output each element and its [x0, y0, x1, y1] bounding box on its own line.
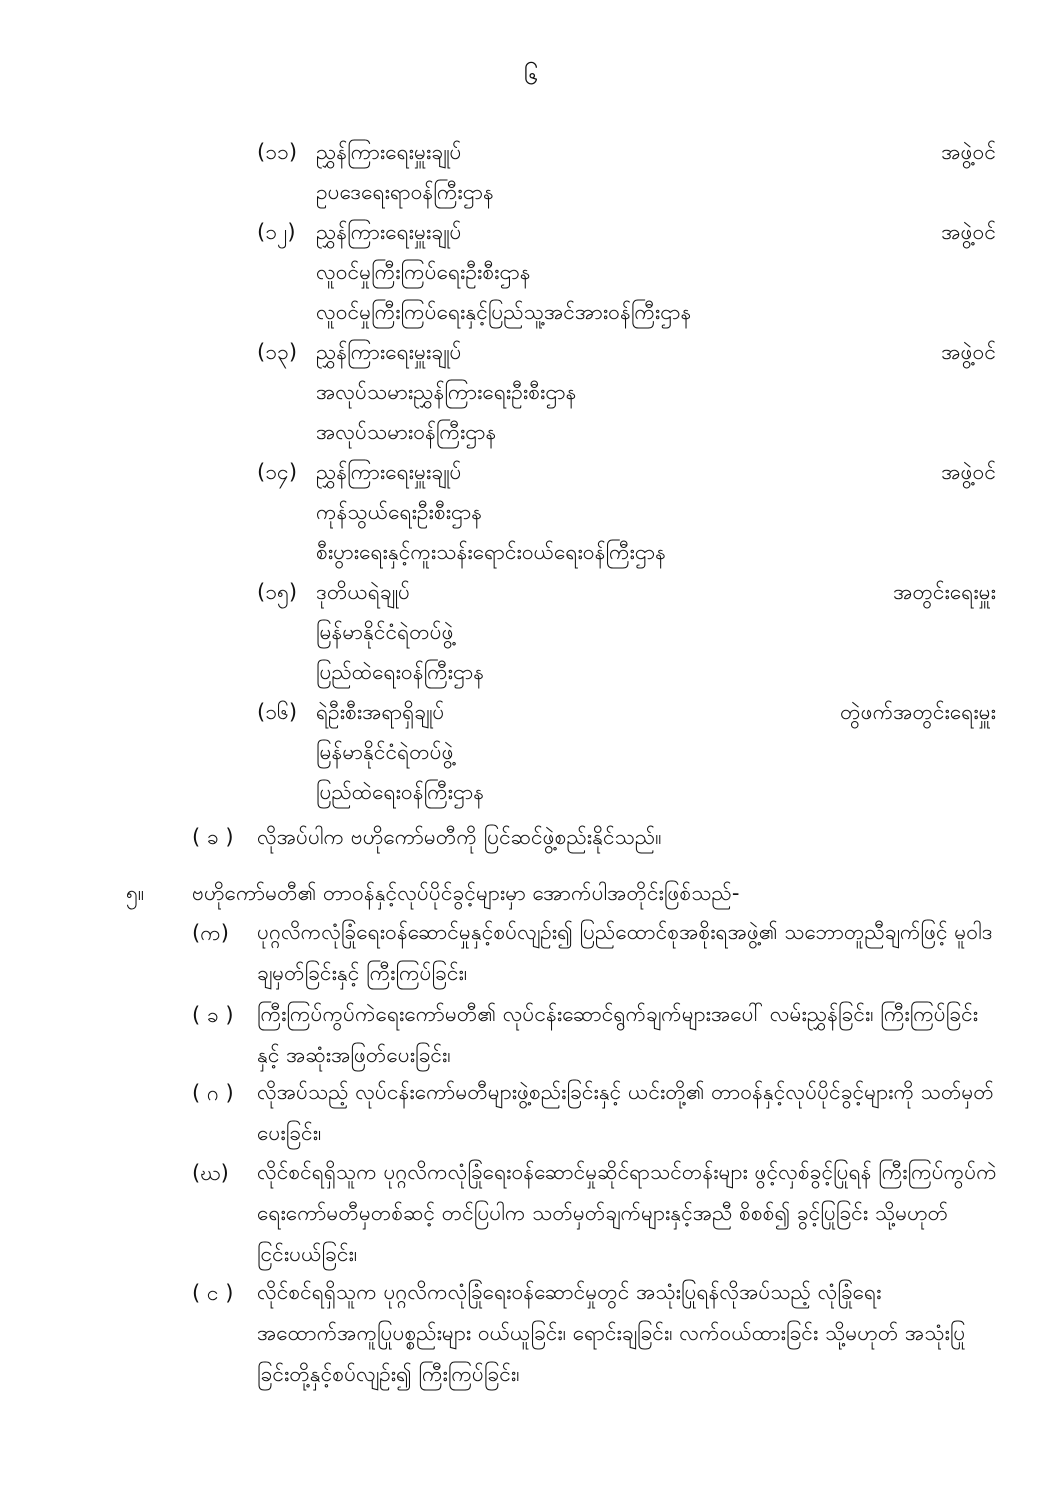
clause-label: ( င ): [192, 1281, 234, 1305]
member-ministry: စီးပွားရေးနှင့်ကူးသန်းရောင်းဝယ်ရေးဝန်ကြီးဌာန: [316, 540, 667, 564]
member-department: အလုပ်သမားညွှန်ကြားရေးဦးစီးဌာန: [316, 380, 577, 404]
clause-text: ပုဂ္ဂလိကလုံခြုံရေးဝန်ဆောင်မှုနှင့်စပ်လျဉ်း၍ ပြည်ထောင်စုအစိုးရအဖွဲ့၏ သဘောတူညီချက်ဖြင့် မူဝါဒချမှတ်ခြင်းနှင့် ကြီးကြပ်ခြင်း၊: [257, 920, 993, 985]
member-role: အဖွဲ့ဝင်: [941, 140, 996, 164]
member-title: ညွှန်ကြားရေးမှူးချုပ်: [316, 460, 462, 484]
member-role: တွဲဖက်အတွင်းရေးမှူး: [840, 700, 996, 724]
member-department: မြန်မာနိုင်ငံရဲတပ်ဖွဲ့: [316, 620, 454, 644]
member-number: (၁၁): [257, 140, 298, 164]
member-number: (၁၆): [257, 700, 298, 724]
member-department: ဥပဒေရေးရာဝန်ကြီးဌာန: [316, 180, 494, 204]
clause-text: ကြီးကြပ်ကွပ်ကဲရေးကော်မတီ၏ လုပ်ငန်းဆောင်ရွက်ချက်များအပေါ် လမ်းညွှန်ခြင်း၊ ကြီးကြပ်ခြင်းနှင့် အဆုံးအဖြတ်ပေးခြင်း၊: [257, 1002, 979, 1067]
member-number: (၁၂): [257, 220, 296, 244]
member-title: ရဲဦးစီးအရာရှိချုပ်: [316, 700, 445, 724]
member-role: အတွင်းရေးမှူး: [893, 580, 996, 604]
member-title: ဒုတိယရဲချုပ်: [316, 580, 410, 604]
member-ministry: လူဝင်မှုကြီးကြပ်ရေးနှင့်ပြည်သူ့အင်အားဝန်ကြီးဌာန: [316, 300, 692, 324]
clause-text: လိုအပ်သည့် လုပ်ငန်းကော်မတီများဖွဲ့စည်းခြင်းနှင့် ယင်းတို့၏ တာဝန်နှင့်လုပ်ပိုင်ခွင့်များကို သတ်မှတ်ပေးခြင်း၊: [257, 1080, 994, 1145]
member-role: အဖွဲ့ဝင်: [941, 460, 996, 484]
member-title: ညွှန်ကြားရေးမှူးချုပ်: [316, 220, 462, 244]
paragraph-label: ( ခ ): [192, 825, 234, 849]
clause-label: ( ခ ): [192, 1003, 234, 1027]
member-department: မြန်မာနိုင်ငံရဲတပ်ဖွဲ့: [316, 740, 454, 764]
member-number: (၁၅): [257, 580, 298, 604]
member-number: (၁၃): [257, 340, 298, 364]
clause-text: လိုင်စင်ရရှိသူက ပုဂ္ဂလိကလုံခြုံရေးဝန်ဆောင်မှုတွင် အသုံးပြုရန်လိုအပ်သည့် လုံခြုံရေးအထောက်အကူပြုပစ္စည်းများ ဝယ်ယူခြင်း၊ ရောင်းချခြင်း၊ လက်ဝယ်ထားခြင်း သို့မဟုတ် အသုံးပြုခြင်းတို့နှင့်စပ်လျဉ်း၍ ကြီးကြပ်ခြင်း၊: [257, 1280, 966, 1386]
member-ministry: ပြည်ထဲရေးဝန်ကြီးဌာန: [316, 780, 485, 804]
clause-label: ( ဂ ): [192, 1081, 234, 1105]
member-role: အဖွဲ့ဝင်: [941, 340, 996, 364]
section-number: ၅။: [126, 881, 145, 905]
member-ministry: ပြည်ထဲရေးဝန်ကြီးဌာန: [316, 660, 485, 684]
member-ministry: အလုပ်သမားဝန်ကြီးဌာန: [316, 420, 497, 444]
member-number: (၁၄): [257, 460, 298, 484]
member-department: ကုန်သွယ်ရေးဦးစီးဌာန: [316, 500, 483, 524]
member-title: ညွှန်ကြားရေးမှူးချုပ်: [316, 140, 462, 164]
clause-label: (က): [192, 921, 229, 945]
section-heading: ဗဟိုကော်မတီ၏ တာဝန်နှင့်လုပ်ပိုင်ခွင့်များမှာ အောက်ပါအတိုင်းဖြစ်သည်-: [192, 881, 740, 905]
member-title: ညွှန်ကြားရေးမှူးချုပ်: [316, 340, 462, 364]
paragraph-text: လိုအပ်ပါက ဗဟိုကော်မတီကို ပြင်ဆင်ဖွဲ့စည်းနိုင်သည်။: [257, 825, 662, 849]
member-department: လူဝင်မှုကြီးကြပ်ရေးဦးစီးဌာန: [316, 260, 531, 284]
clause-text: လိုင်စင်ရရှိသူက ပုဂ္ဂလိကလုံခြုံရေးဝန်ဆောင်မှုဆိုင်ရာသင်တန်းများ ဖွင့်လှစ်ခွင့်ပြုရန် ကြီးကြပ်ကွပ်ကဲရေးကော်မတီမှတစ်ဆင့် တင်ပြပါက သတ်မှတ်ချက်များနှင့်အညီ စိစစ်၍ ခွင့်ပြုခြင်း သို့မဟုတ် ငြင်းပယ်ခြင်း၊: [257, 1160, 997, 1266]
member-role: အဖွဲ့ဝင်: [941, 220, 996, 244]
clause-label: (ဃ): [192, 1161, 229, 1185]
page-number: ၆: [523, 61, 539, 91]
